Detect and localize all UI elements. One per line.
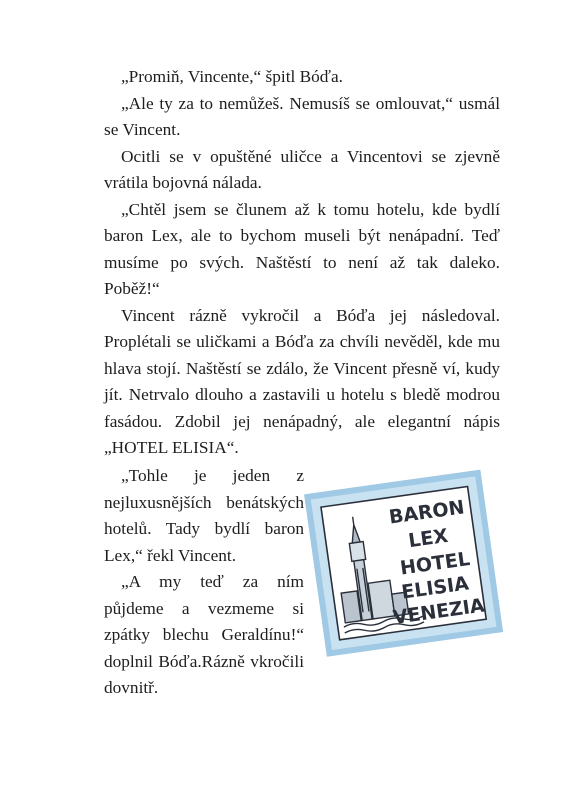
paragraph-6: „Tohle je jeden z nejluxusnějších benátských hotelů. Tady bydlí baron Lex,“ řekl Vincent. <box>104 466 304 565</box>
sticker-line-venezia: VENEZIA <box>391 594 486 630</box>
paragraph-3: Ocitli se v opuštěné uličce a Vincentovi se zjevně vrátila bojovná nálada. <box>104 146 500 192</box>
sticker-line-lex: LEX <box>407 524 450 553</box>
paragraph-4: „Chtěl jsem se člunem až k tomu hotelu, kde bydlí baron Lex, ale to bychom museli být nenápadní. Teď musíme po svých. Naštěstí to není až tak daleko. Poběž!“ <box>104 199 500 298</box>
paragraph-7: „A my teď za ním půjdeme a vezmeme si zpátky blechu Geraldínu!“ doplnil Bóďa.Rázně vkročili dovnitř. <box>104 572 304 697</box>
sticker-line-elisia: ELISIA <box>400 572 471 604</box>
main-text <box>104 64 500 462</box>
sticker-line-hotel: HOTEL <box>398 548 472 580</box>
paragraph-1: „Promiň, Vincente,“ špitl Bóďa. <box>121 67 343 86</box>
hotel-sticker-svg <box>300 466 510 666</box>
hotel-sticker-illustration <box>300 466 510 666</box>
paragraph-2: „Ale ty za to nemůžeš. Nemusíš se omlouvat,“ usmál se Vincent. <box>104 93 500 139</box>
side-text <box>104 463 304 702</box>
paragraph-5: Vincent rázně vykročil a Bóďa jej následoval. Proplétali se uličkami a Bóďa za chvíli nevěděl, kde mu hlava stojí. Naštěstí se zdálo, že Vincent přesně ví, kudy jít. Netrvalo dlouho a zastavili u hotelu s bledě modrou fasádou. Zdobil jej nenápadný, ale elegantní nápis „HOTEL ELISIA“. <box>104 305 500 457</box>
sticker-line-baron: BARON <box>387 496 466 529</box>
